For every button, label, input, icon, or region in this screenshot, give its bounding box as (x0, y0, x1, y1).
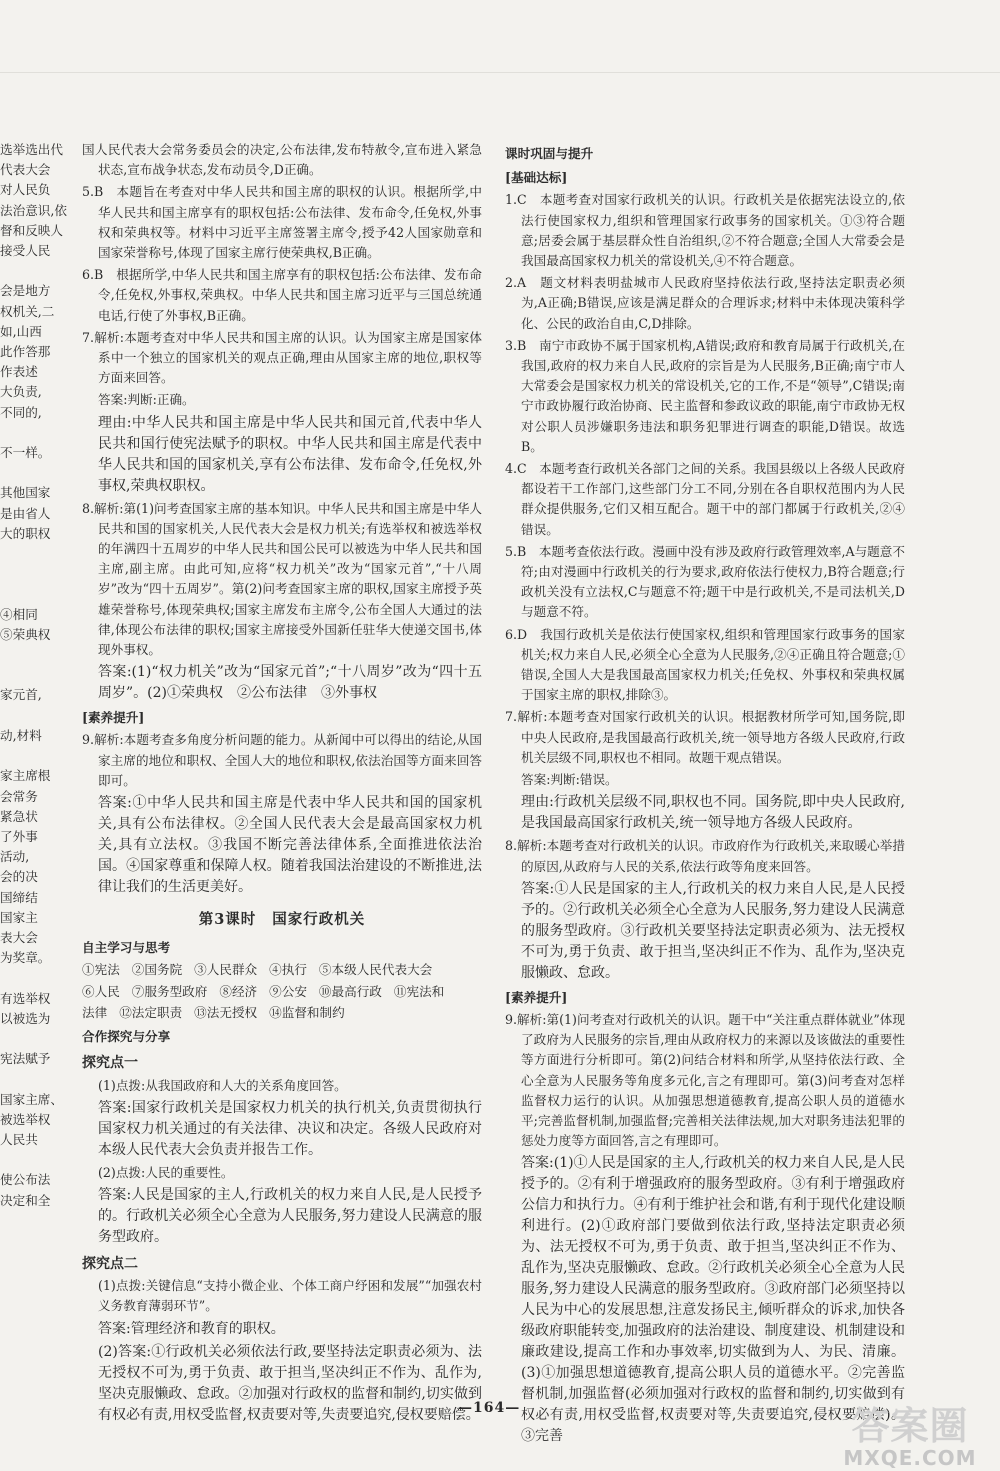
answer-box-item: ⑤本级人民代表大会 (318, 962, 433, 978)
answer-box-row (82, 960, 482, 980)
answer-box-item: ①宪法 (82, 962, 120, 978)
lesson-number: 第3课时 (198, 911, 257, 929)
right-answer-9: 答案:(1)①人民是国家的主人,行政机关的权力来自人民,是人民授予的。②有利于增强政府的服务型政府。③有利于增强政府公信力和执行力。④有利于维护社会和谐,有利于现代化建设顺利进行。(2)①政府部门要做到依法行政,坚持法定职责必须为、法无授权不可为,勇于负责、敢于担当,坚决纠正不作为、乱作为,坚决克服懒政、怠政。②行政机关必须全心全意为人民服务,努力建设人民满意的服务型政府。③政府部门必须坚持以人民为中心的发展思想,注意发扬民主,倾听群众的诉求,加快各级政府职能转变,加强政府的法治建设、制度建设、机制建设和廉政建设,提高工作和办事效率,切实做到为人、为民、清廉。(3)①加强思想道德教育,提高公职人员的道德水平。②完善监督机制,加强监督(必须加强对行政权的监督和制约,切实做到有权必有责,用权受监督,权责要对等,失责要追究,侵权要赔偿)。③完善 (521, 1155, 905, 1445)
left-fragment-line: 其他国家 (0, 485, 51, 501)
left-fragment-line: 紧急状 (0, 808, 38, 824)
answer-box-item: ⑧经济 (219, 983, 258, 999)
left-fragment-line: 被选举权 (0, 1111, 51, 1127)
left-fragment-line: 如,山西 (0, 323, 42, 339)
left-fragment-line: 活动, (0, 849, 30, 865)
left-fragment-line: 会常务 (0, 788, 38, 804)
watermark-url: MXQE.COM (843, 1446, 977, 1470)
left-fragment-line: 法治意识,依 (0, 202, 67, 218)
left-fragment-line (0, 544, 70, 564)
explore2-answer1: 答案:管理经济和教育的职权。 (98, 1320, 285, 1337)
right-improve-label: [素养提升] (505, 989, 568, 1005)
answer-box-item: ⑬法无授权 (194, 1004, 258, 1020)
left-column-fragment (0, 140, 70, 1211)
answer-item: 答案:判断:错误。 (521, 772, 618, 788)
left-fragment-line (0, 1150, 70, 1170)
answer-box-item: ⑨公安 (269, 983, 307, 999)
question-item: 2.A 题文材料表明盐城市人民政府坚持依法行政,坚持法定职责必须为,A正确;B错误,应该是满足群众的合理诉求;材料中未体现决策科学化、公民的政治自由,C,D排除。 (505, 275, 905, 331)
question-item: 国人民代表大会常务委员会的决定,公布法律,发布特赦令,宣布进入紧急状态,宣布战争状态,发布动员令,D正确。 (82, 142, 482, 178)
left-fragment-line: 国家主席、 (0, 1091, 63, 1107)
question-item: 1.C 本题考查对国家行政机关的认识。行政机关是依据宪法设立的,依法行使国家权力,组织和管理国家行政事务的国家机关。①③符合题意;居委会属于基层群众性自治组织,②不符合题意;全国人大常委会是我国最高国家权力机关的常设机关,④不符合题意。 (505, 192, 905, 269)
page-number: —164— (458, 1400, 521, 1416)
left-fragment-line: ④相同 (0, 606, 38, 622)
left-fragment-line (0, 1029, 70, 1049)
left-fragment-line (0, 746, 70, 766)
left-fragment-line: 作表述 (0, 364, 38, 380)
right-question-9: 9.解析:第(1)问考查对行政机关的认识。题干中“关注重点群体就业”体现了政府为人民服务的宗旨,理由从政府权力的来源以及该做法的重要性等方面进行分析即可。第(2)问结合材料和所学,从坚持依法行政、全心全意为人民服务等角度多元化,言之有理即可。第(3)问考查对怎样监督权力运行的认识。从加强思想道德教育,提高公职人员的道德水平;完善监督机制,加强监督;完善相关法律法规,加大对职务违法犯罪的惩处力度等方面回答,言之有理即可。 (505, 1011, 905, 1149)
answer-box-list (82, 960, 482, 1023)
question-item: 7.解析:本题考查对中华人民共和国主席的认识。认为国家主席是国家体系中一个独立的国家机关的观点正确,理由从国家主席的地位,职权等方面来回答。 (82, 329, 482, 386)
left-fragment-line: 不一样。 (0, 445, 51, 461)
answer-box-item: ④执行 (269, 962, 307, 978)
left-fragment-line: 国缔结 (0, 889, 38, 905)
question-item: 4.C 本题考查行政机关各部门之间的关系。我国县级以上各级人民政府都设若干工作部门,这些部门分工不同,分别在各自职权范围内为人民群众提供服务,它们又相互配合。题干中的部门都属于行政机关,②④错误。 (505, 461, 905, 537)
left-fragment-line: ⑤荣典权 (0, 626, 51, 642)
left-fragment-line: 督和反映人 (0, 222, 63, 238)
explore1-hint2: (2)点拨:人民的重要性。 (98, 1164, 234, 1180)
left-fragment-line: 会的决 (0, 869, 38, 885)
question-item: 8.解析:第(1)问考查国家主席的基本知识。中华人民共和国主席是中华人民共和国的国家机关,人民代表大会是权力机关;有选举权和被选举权的年满四十五周岁的中华人民共和国公民可以被选为中华人民共和国主席,副主席。由此可知,应将“权力机关”改为“国家元首”,“十八周岁”改为“四十五周岁”。第(2)问考查国家主席的职权,国家主席授予英雄荣誉称号,体现荣典权;国家主席发布主席令,公布全国人大通过的法律,体现公布法律的职权;国家主席接受外国新任驻华大使递交国书,体现外事权。 (82, 500, 482, 658)
left-fragment-line: 大的职权 (0, 525, 51, 541)
answer-item: 理由:中华人民共和国主席是中华人民共和国元首,代表中华人民共和国行使宪法赋予的职权。中华人民共和国主席是代表中华人民共和国的国家机关,享有公布法律、发布命令,任免权,外事权,荣典权职权。 (98, 414, 482, 494)
left-fragment-line: 权机关,二 (0, 303, 55, 319)
left-fragment-line: 家主席根 (0, 768, 51, 784)
left-fragment-line (0, 564, 70, 584)
answer-item: 答案:判断:正确。 (98, 392, 195, 408)
explore2-answer2: (2)答案:①行政机关必须依法行政,要坚持法定职责必须为、法无授权不可为,勇于负责、敢于担当,坚决纠正不作为、乱作为,坚决克服懒政、怠政。②加强对行政权的监督和制约,切实做到有权必有责,用权受监督,权责要对等,失责要追究,侵权要赔偿。 (98, 1343, 482, 1423)
answer-item: 理由:行政机关层级不同,职权也不同。国务院,即中央人民政府,是我国最高国家行政机关,统一领导地方各级人民政府。 (521, 794, 905, 832)
answer-box-item: ②国务院 (131, 962, 183, 978)
left-fragment-line: 接受人民 (0, 243, 51, 259)
answer-box-item: ⑩最高行政 (318, 983, 382, 999)
question-item: 6.D 我国行政机关是依法行使国家权,组织和管理国家行政事务的国家机关;权力来自人民,必须全心全意为人民服务,②④正确且符合题意;①错误,全国人大是我国最高国家权力机关;任免权、外事权和荣典权属于国家主席的职权,排除③。 (505, 626, 905, 703)
answer-box-item: ⑫法定职责 (119, 1004, 183, 1020)
left-fragment-line: 决定和全 (0, 1192, 51, 1208)
left-fragment-line: 此作答那 (0, 344, 51, 360)
explore-point-1: 探究点一 (82, 1055, 138, 1072)
section-improve-label: [素养提升] (82, 710, 145, 726)
question-item: 5.B 本题旨在考查对中华人民共和国主席的职权的认识。根据所学,中华人民共和国主席享有的职权包括:公布法律、发布命令,任免权,外事权和荣典权等。材料中习近平主席签署主席令,授予42人国家勋章和国家荣誉称号,体现了国家主席行使荣典权,B正确。 (82, 184, 482, 261)
left-fragment-line (0, 423, 70, 443)
question-item: 8.解析:本题考查对行政机关的认识。市政府作为行政机关,来取暖心举措的原因,从政府与人民的关系,依法行政等角度来回答。 (505, 838, 905, 874)
left-fragment-line (0, 968, 70, 988)
answer-box-row (82, 1003, 482, 1023)
left-fragment-line: 对人民负 (0, 182, 51, 198)
answer-box-item: ⑪宪法和 (393, 983, 445, 999)
answer-item: 答案:①人民是国家的主人,行政机关的权力来自人民,是人民授予的。②行政机关必须全心全意为人民服务,努力建设人民满意的服务型政府。③行政机关要坚持法定职责必须为、法无授权不可为,勇于负责、敢于担当,坚决纠正不作为、乱作为,坚决克服懒政、怠政。 (521, 880, 905, 981)
watermark (835, 1395, 985, 1470)
left-fragment-line: 为奖章。 (0, 950, 51, 966)
left-fragment-line: 有选举权 (0, 990, 51, 1006)
question-item: 6.B 根据所学,中华人民共和国主席享有的职权包括:公布法律、发布命令,任免权,外事权,荣典权。中华人民共和国主席习近平与三国总统通电话,行使了外事权,B正确。 (82, 267, 482, 323)
left-fragment-line: 了外事 (0, 828, 38, 844)
question-item: 7.解析:本题考查对国家行政机关的认识。根据教材所学可知,国务院,即中央人民政府,是我国最高行政机关,统一领导地方各级人民政府,行政机关层级不同,职权也不相同。故题干观点错误。 (505, 709, 905, 765)
explore1-hint1: (1)点拨:从我国政府和人大的关系角度回答。 (98, 1077, 347, 1093)
lesson-name: 国家行政机关 (272, 911, 366, 929)
answer-9: 答案:①中华人民共和国主席是代表中华人民共和国的国家机关,具有公布法律权。②全国人民代表大会是最高国家权力机关,具有立法权。③我国不断完善法律体系,全面推进依法治国。④国家尊重和保障人权。随着我国法治建设的不断推进,法律让我们的生活更美好。 (98, 795, 482, 896)
left-fragment-line: 宪法赋予 (0, 1051, 51, 1067)
cooperation-heading: 合作探究与分享 (82, 1029, 171, 1045)
question-9: 9.解析:本题考查多角度分析问题的能力。从新闻中可以得出的结论,从国家主席的地位和职权、全国人大的地位和职权,依法治国等方面来回答即可。 (82, 732, 482, 788)
question-item: 5.B 本题考查依法行政。漫画中没有涉及政府行政管理效率,A与题意不符;由对漫画中行政机关的行为要求,政府依法行使权力,B符合题意;行政机关没有立法权,C与题意不符;题干中是行政机关,不是司法机关,D与题意不符。 (505, 543, 905, 620)
top-divider (0, 72, 1000, 73)
answer-box-item: ⑭监督和制约 (269, 1004, 345, 1020)
left-fragment-line: 以被选为 (0, 1010, 51, 1026)
left-fragment-line (0, 463, 70, 483)
left-fragment-line (0, 706, 70, 726)
explore2-hint1: (1)点拨:关键信息“支持小微企业、个体工商户纾困和发展”“加强农村义务教育薄弱环节”。 (98, 1278, 482, 1314)
left-fragment-line: 选举选出代 (0, 142, 63, 157)
question-item: 3.B 南宁市政协不属于国家机构,A错误;政府和教育局属于行政机关,在我国,政府的权力来自人民,政府的宗旨是为人民服务,B正确;南宁市人大常委会是国家权力机关的常设机关,它的工作,不是“领导”,C错误;南宁市政协履行政治协商、民主监督和参政议政的职能,南宁市政协无权对公职人员涉嫌职务违法和职务犯罪进行调查的职能,D错误。故选B。 (505, 337, 905, 454)
answer-box-item: ⑥人民 (82, 983, 120, 999)
consolidation-heading: 课时巩固与提升 (505, 146, 594, 161)
left-fragment-line: 人民共 (0, 1131, 38, 1147)
self-study-heading: 自主学习与思考 (82, 940, 171, 956)
left-fragment-line (0, 261, 70, 281)
explore-point-2: 探究点二 (82, 1255, 138, 1272)
middle-column (82, 140, 482, 1428)
answer-box-item: 法律 (82, 1004, 108, 1020)
left-fragment-line (0, 584, 70, 604)
watermark-mark: 答案圈 (851, 1404, 969, 1448)
left-fragment-line: 动,材料 (0, 727, 42, 743)
left-fragment-line: 使公布法 (0, 1172, 51, 1188)
left-fragment-line: 家元首, (0, 687, 42, 703)
answer-box-row (82, 982, 482, 1002)
explore1-answer1: 答案:国家行政机关是国家权力机关的执行机关,负责贯彻执行国家权力机关通过的有关法律、决议和决定。各级人民政府对本级人民代表大会负责并报告工作。 (98, 1099, 482, 1158)
answer-box-item: ⑦服务型政府 (131, 983, 208, 999)
left-fragment-line: 代表大会 (0, 162, 51, 178)
explore1-answer2: 答案:人民是国家的主人,行政机关的权力来自人民,是人民授予的。行政机关必须全心全意为人民服务,努力建设人民满意的服务型政府。 (98, 1186, 482, 1245)
left-fragment-line: 表大会 (0, 929, 38, 945)
answer-box-item: ③人民群众 (194, 962, 258, 978)
left-fragment-line: 是由省人 (0, 505, 51, 521)
answer-item: 答案:(1)“权力机关”改为“国家元首”;“十八周岁”改为“四十五周岁”。(2)①荣典权 ②公布法律 ③外事权 (98, 664, 482, 702)
left-fragment-line (0, 665, 70, 685)
left-fragment-line: 国家主 (0, 909, 38, 925)
basic-section-label: [基础达标] (505, 170, 568, 186)
left-fragment-line: 大负责, (0, 384, 42, 400)
left-fragment-line (0, 1069, 70, 1089)
right-column (505, 140, 905, 1449)
left-fragment-line (0, 645, 70, 665)
left-fragment-line: 会是地方 (0, 283, 51, 299)
lesson-title (82, 910, 482, 930)
left-fragment-line: 不同的, (0, 404, 42, 420)
